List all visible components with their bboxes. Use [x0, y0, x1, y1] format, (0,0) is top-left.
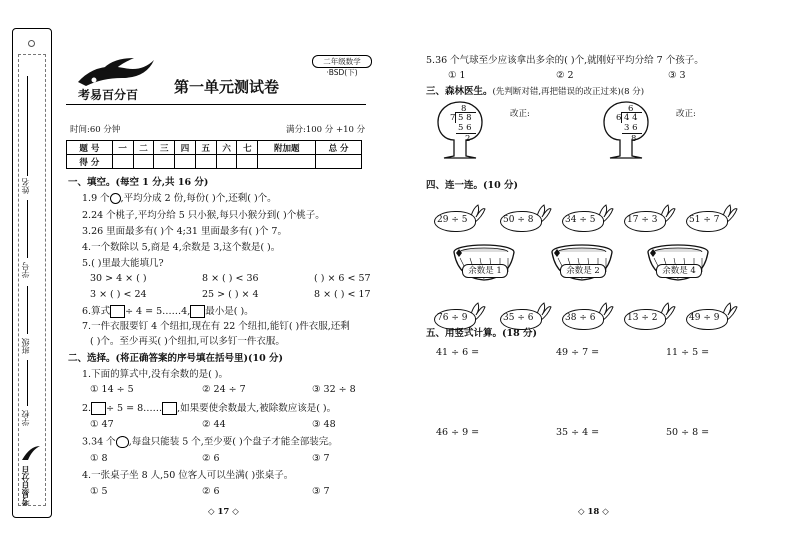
score-input-cell[interactable] [112, 155, 133, 169]
name-label: 姓名 [21, 178, 30, 194]
basket-target[interactable] [646, 244, 710, 282]
radish-expression: 34 ÷ 5 [565, 215, 596, 225]
radish-expression: 29 ÷ 5 [437, 215, 468, 225]
option: ① 14 ÷ 5 [90, 384, 134, 395]
q5-expression: 30 > 4 × ( ) [90, 273, 147, 284]
vertical-calc-problem: 11 ÷ 5 = [666, 347, 710, 358]
option: ② 24 ÷ 7 [202, 384, 246, 395]
score-table-cell: 四 [175, 141, 196, 155]
score-table-score-row [67, 155, 362, 169]
blank-box-icon [162, 402, 177, 415]
basket-target[interactable] [550, 244, 614, 282]
brand-swoosh-icon [20, 442, 42, 464]
q5-expression: 8 × ( ) < 36 [202, 273, 259, 284]
blank-box-icon [91, 402, 106, 415]
tree2-remainder: 8 [631, 134, 637, 144]
radish-card[interactable] [562, 301, 614, 329]
basket-label: 余数是 1 [462, 264, 508, 278]
class-label: 班级 [21, 338, 30, 354]
basket-target[interactable] [452, 244, 516, 282]
student-id-line [27, 200, 28, 258]
score-table-cell: 总 分 [316, 141, 362, 155]
score-input-cell[interactable] [216, 155, 237, 169]
question-1-3: 3.26 里面最多有( )个 4;31 里面最多有( )个 7。 [82, 226, 287, 237]
name-line [27, 76, 28, 176]
vertical-calc-problem: 46 ÷ 9 = [436, 427, 480, 438]
score-input-cell[interactable] [258, 155, 316, 169]
score-input-cell[interactable] [154, 155, 175, 169]
logo-rabbit-icon [72, 56, 156, 90]
section3-heading: 三、森林医生。(先判断对错,再把错误的改正过来)(8 分) [426, 86, 645, 97]
option: ③ 48 [312, 419, 336, 430]
score-table-cell: 附加题 [258, 141, 316, 155]
tree1-dividend: 5 8 [458, 113, 472, 123]
school-line [27, 360, 28, 406]
option: ③ 7 [312, 453, 330, 464]
question-1-4: 4.一个数除以 5,商是 4,余数是 3,这个数是( )。 [82, 242, 281, 253]
question-2-1: 1.下面的算式中,没有余数的是( )。 [82, 369, 229, 380]
section5-heading: 五、用竖式计算。(18 分) [426, 328, 538, 339]
vertical-calc-problem: 35 ÷ 4 = [556, 427, 600, 438]
score-input-cell[interactable] [237, 155, 258, 169]
time-limit: 时间:60 分钟 [70, 125, 121, 135]
question-1-7: 7.一件衣服要钉 4 个纽扣,现在有 22 个纽扣,能钉( )件衣服,还剩 [82, 321, 350, 332]
option: ① 1 [448, 70, 466, 81]
tree2-product: 3 6 [624, 123, 638, 133]
radish-card[interactable] [434, 301, 486, 329]
section4-heading: 四、连一连。(10 分) [426, 180, 519, 191]
radish-card[interactable] [686, 203, 738, 231]
score-table [66, 140, 362, 169]
page-number: ◇ 17 ◇ [208, 507, 239, 517]
full-score: 满分:100 分 +10 分 [286, 125, 366, 135]
q5-expression: ( ) × 6 < 57 [314, 273, 371, 284]
basket-label: 余数是 4 [656, 264, 702, 278]
vertical-calc-problem: 41 ÷ 6 = [436, 347, 480, 358]
option: ③ 3 [668, 70, 686, 81]
radish-card[interactable] [686, 301, 738, 329]
tree2-dividend: 4 4 [624, 113, 638, 123]
score-input-cell[interactable] [195, 155, 216, 169]
option: ① 5 [90, 486, 108, 497]
question-2-4: 4.一张桌子坐 8 人,50 位客人可以坐满( )张桌子。 [82, 470, 294, 481]
vertical-calc-problem: 50 ÷ 8 = [666, 427, 710, 438]
radish-expression: 50 ÷ 8 [503, 215, 534, 225]
option: ② 6 [202, 453, 220, 464]
brand-vertical-text: 考易百分百 [20, 466, 30, 506]
class-line [27, 286, 28, 334]
option: ② 2 [556, 70, 574, 81]
logo-text: 考易百分百 [78, 88, 139, 102]
circle-shape-icon [110, 193, 121, 204]
option: ③ 32 ÷ 8 [312, 384, 356, 395]
question-1-1: 1.9 个 ,平均分成 2 份,每份( )个,还剩( )个。 [82, 193, 277, 204]
score-table-header-row [67, 141, 362, 155]
school-label: 学校 [21, 410, 30, 426]
radish-expression: 35 ÷ 6 [503, 313, 534, 323]
question-1-5: 5.( )里最大能填几? [82, 258, 164, 269]
score-table-cell: 三 [154, 141, 175, 155]
binding-strip-inner [18, 54, 46, 506]
tree1-remainder: 2 [465, 134, 471, 144]
student-id-label: 学号 [21, 262, 30, 278]
question-2-3: 3.34 个 ,每盘只能装 5 个,至少要( )个盘子才能全部装完。 [82, 436, 338, 448]
page-title: 第一单元测试卷 [174, 78, 280, 96]
score-table-cell: 七 [237, 141, 258, 155]
radish-card[interactable] [434, 203, 486, 231]
radish-card[interactable] [562, 203, 614, 231]
tree2-divisor: 6 [616, 113, 622, 123]
question-1-6: 6.算式 ÷ 4 = 5……4, 最小是( )。 [82, 306, 254, 317]
option: ③ 7 [312, 486, 330, 497]
apple-icon [116, 436, 129, 448]
q5-expression: 25 > ( ) × 4 [202, 289, 259, 300]
radish-expression: 76 ÷ 9 [437, 313, 468, 323]
option: ① 47 [90, 419, 114, 430]
tree1-quotient: 8 [461, 104, 467, 114]
option: ② 44 [202, 419, 226, 430]
question-1-2: 2.24 个桃子,平均分给 5 只小猴,每只小猴分到( )个桃子。 [82, 210, 325, 221]
question-2-2: 2. ÷ 5 = 8…… ,如果要使余数最大,被除数应该是( )。 [82, 403, 337, 414]
radish-card[interactable] [500, 301, 552, 329]
score-table-cell: 题 号 [67, 141, 113, 155]
basket-label: 余数是 2 [560, 264, 606, 278]
correction-label: 改正: [510, 109, 530, 119]
section2-heading: 二、选择。(将正确答案的序号填在括号里)(10 分) [68, 353, 284, 364]
radish-expression: 49 ÷ 9 [689, 313, 720, 323]
score-table-cell: 一 [112, 141, 133, 155]
tree1-divisor: 7 [450, 113, 456, 123]
question-2-5: 5.36 个气球至少应该拿出多余的( )个,就刚好平均分给 7 个孩子。 [426, 55, 704, 66]
radish-expression: 51 ÷ 7 [689, 215, 720, 225]
radish-expression: 38 ÷ 6 [565, 313, 596, 323]
radish-card[interactable] [624, 203, 676, 231]
grade-tag: 二年级数学·BSD(下) [312, 55, 372, 68]
blank-box-icon [190, 305, 205, 318]
blank-box-icon [110, 305, 125, 318]
radish-card[interactable] [624, 301, 676, 329]
option: ① 8 [90, 453, 108, 464]
score-input-cell[interactable] [316, 155, 362, 169]
section1-heading: 一、填空。(每空 1 分,共 16 分) [68, 177, 209, 188]
q5-expression: 3 × ( ) < 24 [90, 289, 147, 300]
vertical-calc-problem: 49 ÷ 7 = [556, 347, 600, 358]
header-divider [66, 104, 366, 105]
binding-hole [28, 40, 35, 47]
radish-card[interactable] [500, 203, 552, 231]
score-table-cell: 得 分 [67, 155, 113, 169]
q5-expression: 8 × ( ) < 17 [314, 289, 371, 300]
correction-label: 改正: [676, 109, 696, 119]
score-table-cell: 二 [133, 141, 154, 155]
score-table-cell: 五 [195, 141, 216, 155]
radish-expression: 17 ÷ 3 [627, 215, 658, 225]
tree2-quotient: 6 [628, 104, 634, 114]
score-table-cell: 六 [216, 141, 237, 155]
page-number: ◇ 18 ◇ [578, 507, 609, 517]
score-input-cell[interactable] [133, 155, 154, 169]
question-1-7-cont: ( )个。至少再买( )个纽扣,可以多钉一件衣服。 [90, 336, 285, 347]
score-input-cell[interactable] [175, 155, 196, 169]
radish-expression: 13 ÷ 2 [627, 313, 658, 323]
option: ② 6 [202, 486, 220, 497]
tree1-product: 5 6 [458, 123, 472, 133]
